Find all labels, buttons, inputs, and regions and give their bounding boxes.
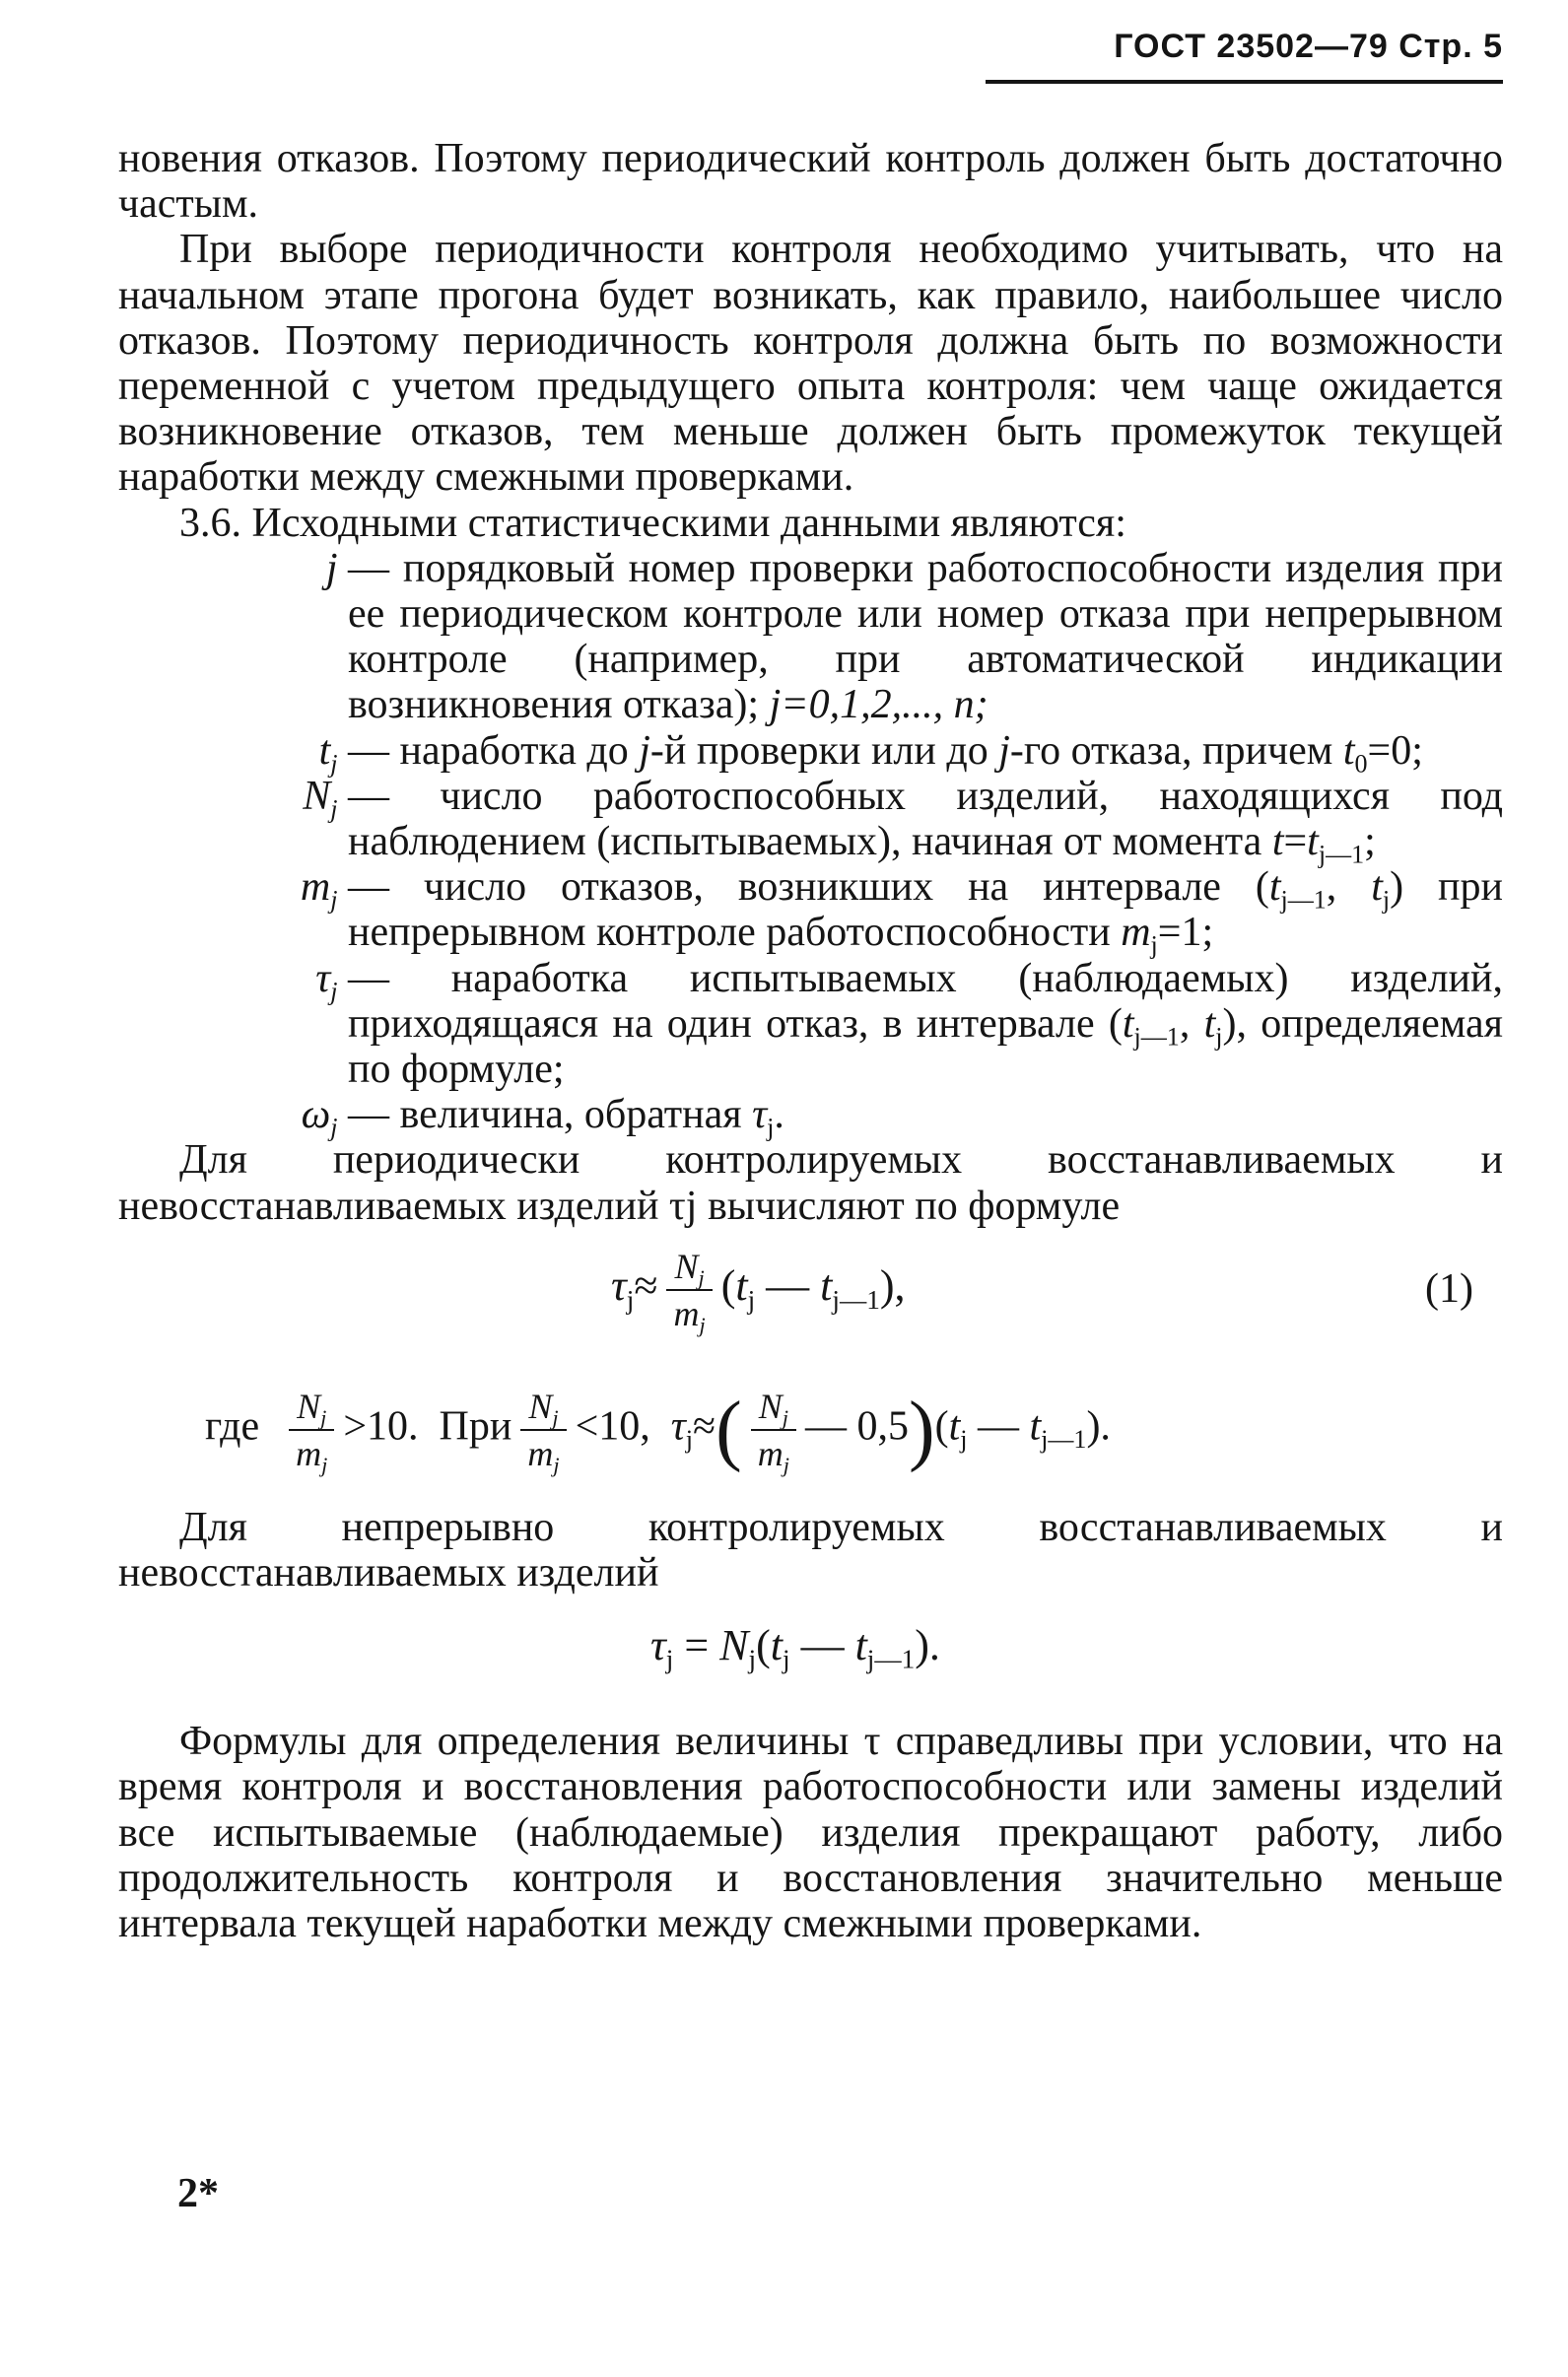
paragraph-continuation: новения отказов. Поэтому периодический контроль должен быть достаточно частым. bbox=[118, 136, 1503, 228]
formula-1-expression: $\tau_j\approx$ $\frac{N_j}{m_j}$ ($t_j$ — $t_{j—1}$), bbox=[611, 1246, 906, 1338]
symbol-m: $m_j$ bbox=[300, 864, 338, 915]
symbol-j: j bbox=[325, 545, 348, 591]
definition-j-text: — порядковый номер проверки работоспособности изделия при ее периодическом контроле или номер отказа при непрерывном контроле (например, при автоматической индикации возникновения отказа); j=0,1,2,..., n; bbox=[348, 545, 1503, 728]
paragraph-validity: Формулы для определения величины τ справедливы при условии, что на время контроля и восстановления работоспособности или замены изделий все испытываемые (наблюдаемые) изделия прекращают работу, либо продолжительность контроля и восстановления значительно меньше интервала текущей наработки между смежными проверками. bbox=[118, 1719, 1503, 1947]
document-body bbox=[118, 136, 1503, 1946]
symbol-N: $N_j$ bbox=[303, 773, 338, 824]
fraction-N-over-m: $\frac{N_j}{m_j}$ bbox=[665, 1247, 713, 1333]
definition-m-text: — число отказов, возникших на интервале ($t_{j—1}$, $t_j$) при непрерывном контроле работоспособности $m_j=1$; bbox=[348, 864, 1503, 960]
sheet-signature: 2* bbox=[177, 2171, 219, 2216]
formula-continuous-expression: $\tau_j = N_j(t_j$ — $t_{j—1}$). bbox=[650, 1621, 940, 1674]
paragraph-continuous-formula-intro: Для непрерывно контролируемых восстанавливаемых и невосстанавливаемых изделий bbox=[118, 1504, 1503, 1596]
formula-1 bbox=[118, 1229, 1503, 1377]
definition-tau-text: — наработка испытываемых (наблюдаемых) изделий, приходящаяся на один отказ, в интервале ($t_{j—1}$, $t_j$), определяемая по формуле; bbox=[348, 955, 1503, 1093]
formula-1-number: (1) bbox=[1425, 1265, 1473, 1312]
definition-omega-text: — величина, обратная $\tau_j$. bbox=[348, 1092, 784, 1142]
definition-m bbox=[118, 864, 1503, 960]
definition-tau bbox=[118, 956, 1503, 1093]
symbol-tau: $\tau_j$ bbox=[315, 955, 338, 1005]
definition-N-text: — число работоспособных изделий, находящихся под наблюдением (испытываемых), начиная от момента $t=t_{j—1}$; bbox=[348, 773, 1503, 869]
definition-t-text: — наработка до j-й проверки или до j-го отказа, причем $t_0=0$; bbox=[348, 727, 1423, 778]
definition-t bbox=[118, 727, 1503, 778]
formula-continuous bbox=[118, 1596, 1503, 1719]
formula-conditions bbox=[118, 1377, 1503, 1505]
section-3-6-heading: 3.6. Исходными статистическими данными являются: bbox=[179, 500, 1126, 546]
definition-N bbox=[118, 773, 1503, 869]
definition-omega bbox=[118, 1092, 1503, 1142]
paragraph-periodic-formula-intro: Для периодически контролируемых восстанавливаемых и невосстанавливаемых изделий τj вычисляют по формуле bbox=[118, 1137, 1503, 1229]
page-header: ГОСТ 23502—79 Стр. 5 bbox=[986, 28, 1503, 84]
symbol-t: $t_j$ bbox=[318, 727, 338, 778]
formula-conditions-expression: где $\frac{N_j}{m_j}$ >10. При $\frac{N_j}{m_j}$ <10, $\tau_j\approx$( $\frac{N_j}{m_j}$ — $0,5)(t_j$ — $t_{j—1}$). bbox=[205, 1386, 1111, 1478]
symbol-omega: $\omega_j$ bbox=[301, 1092, 338, 1142]
definition-j bbox=[118, 546, 1503, 728]
definition-list bbox=[118, 545, 1503, 1142]
paragraph-periodicity: При выборе периодичности контроля необходимо учитывать, что на начальном этапе прогона будет возникать, как правило, наибольшее число отказов. Поэтому периодичность контроля должна быть по возможности переменной с учетом предыдущего опыта контроля: чем чаще ожидается возникновение отказов, тем меньше должен быть промежуток текущей наработки между смежными проверками. bbox=[118, 227, 1503, 501]
